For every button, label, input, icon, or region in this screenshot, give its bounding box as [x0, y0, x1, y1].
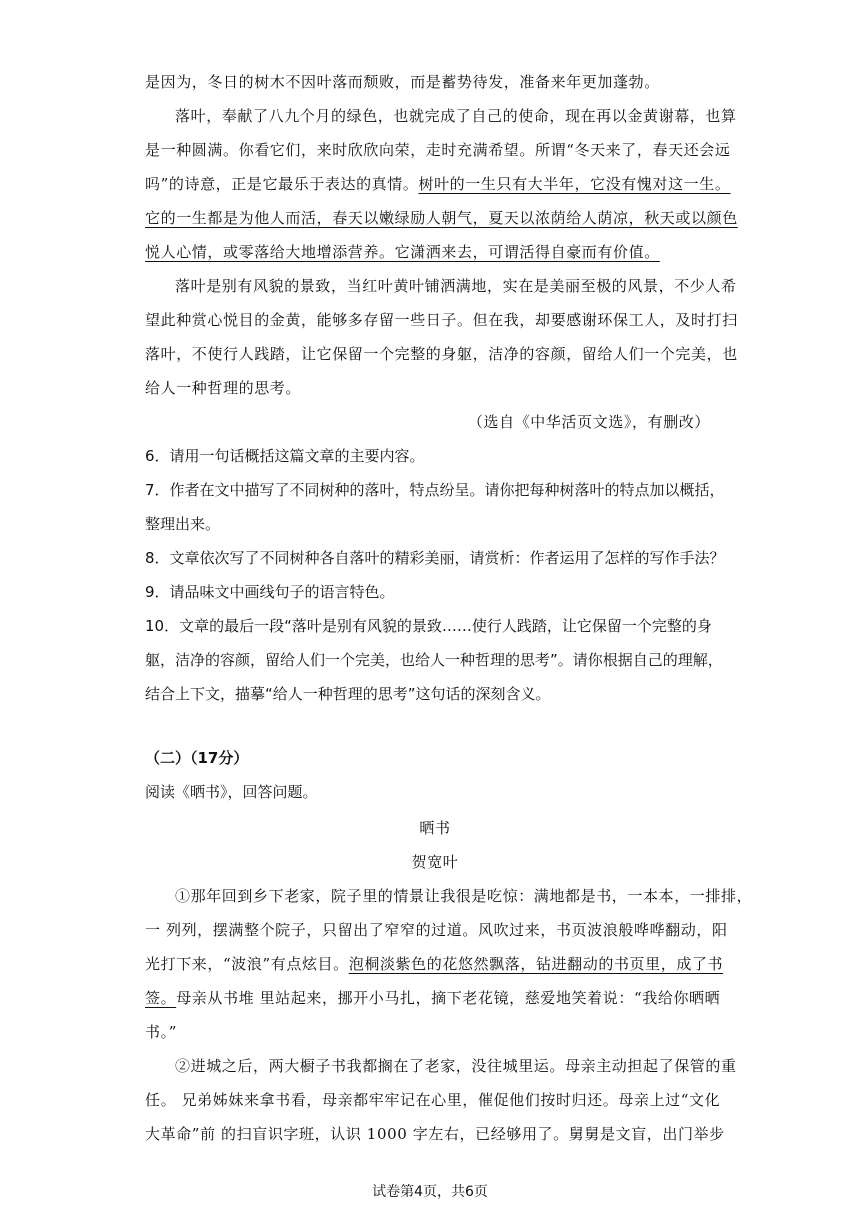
question-7-cont: 整理出来。 — [145, 515, 221, 533]
passage-line: 是一种圆满。你看它们，来时欣欣向荣，走时充满希望。所谓“冬天来了，春天还会远 — [145, 141, 731, 159]
question-10: 10．文章的最后一段“落叶是别有风貌的景致……使行人践踏，让它保留一个完整的身 — [145, 617, 712, 635]
passage-line: 是因为，冬日的树木不因叶落而颓败，而是蓄势待发，准备来年更加蓬勃。 — [145, 73, 660, 91]
underlined-sentence: 它的一生都是为他人而活，春天以嫩绿励人朝气，夏天以浓荫给人荫凉，秋天或以颜色 — [145, 209, 738, 227]
article-line: ②进城之后，两大橱子书我都搁在了老家，没往城里运。母亲主动担起了保管的重 — [175, 1057, 737, 1075]
section-heading: （二）（17分） — [145, 749, 249, 767]
article-line: 书。” — [145, 1023, 177, 1041]
question-7: 7．作者在文中描写了不同树种的落叶，特点纷呈。请你把每种树落叶的特点加以概括， — [145, 481, 725, 499]
question-10-cont: 结合上下文，描摹“给人一种哲理的思考”这句话的深刻含义。 — [145, 685, 551, 703]
passage-line: 落叶是别有风貌的景致，当红叶黄叶铺洒满地，实在是美丽至极的风景，不少人希 — [175, 277, 737, 295]
article-author: 贺宽叶 — [411, 853, 459, 871]
passage-text: 吗”的诗意，正是它最乐于表达的真情。 — [145, 175, 419, 193]
passage-line: 落叶，不使行人践踏，让它保留一个完整的身躯，洁净的容颜，留给人们一个完美，也 — [145, 345, 738, 363]
article-text: 母亲从书堆 里站起来，挪开小马扎，摘下老花镜，慈爱地笑着说：“我给你晒晒 — [176, 989, 721, 1007]
passage-line: 给人一种哲理的思考。 — [145, 379, 302, 397]
underlined-sentence: 树叶的一生只有大半年，它没有愧对这一生。 — [418, 175, 731, 193]
question-9: 9．请品味文中画线句子的语言特色。 — [145, 583, 395, 601]
article-text: 光打下来，“波浪”有点炫目。 — [145, 955, 349, 973]
question-8: 8．文章依次写了不同树种各自落叶的精彩美丽，请赏析：作者运用了怎样的写作手法？ — [145, 549, 725, 567]
passage-line: 望此种赏心悦目的金黄，能够多存留一些日子。但在我，却要感谢环保工人，及时打扫 — [145, 311, 738, 329]
article-line: 一 列列，摆满整个院子，只留出了窄窄的过道。风吹过来，书页波浪般哗哗翻动，阳 — [145, 921, 728, 939]
passage-line: 落叶，奉献了八九个月的绿色，也就完成了自己的使命，现在再以金黄谢幕，也算 — [175, 107, 737, 125]
underlined-sentence: 泡桐淡紫色的花悠然飘落，钻进翻动的书页里，成了书 — [348, 955, 724, 973]
question-6: 6．请用一句话概括这篇文章的主要内容。 — [145, 447, 425, 465]
article-line: ①那年回到乡下老家，院子里的情景让我很是吃惊：满地都是书，一本本，一排排， — [175, 887, 753, 905]
article-title: 晒书 — [419, 819, 451, 837]
question-10-cont: 躯，洁净的容颜，留给人们一个完美，也给人一种哲理的思考”。请你根据自己的理解， — [145, 651, 723, 669]
page-footer: 试卷第4页，共6页 — [372, 1184, 488, 1200]
source-citation: （选自《中华活页文选》，有删改） — [467, 413, 710, 431]
underlined-sentence: 签。 — [145, 989, 177, 1007]
section-instruction: 阅读《晒书》，回答问题。 — [145, 783, 318, 801]
article-line — [145, 954, 725, 974]
article-line: 任。 兄弟姊妹来拿书看，母亲都牢牢记在心里，催促他们按时归还。母亲上过“文化 — [145, 1091, 721, 1109]
passage-line — [145, 174, 731, 194]
article-line: 大革命”前 的扫盲识字班，认识 1000 字左右，已经够用了。舅舅是文盲，出门举步 — [145, 1125, 725, 1143]
article-line — [145, 988, 725, 1008]
underlined-sentence: 悦人心情，或零落给大地增添营养。它潇洒来去，可谓活得自豪而有价值。 — [145, 243, 660, 261]
